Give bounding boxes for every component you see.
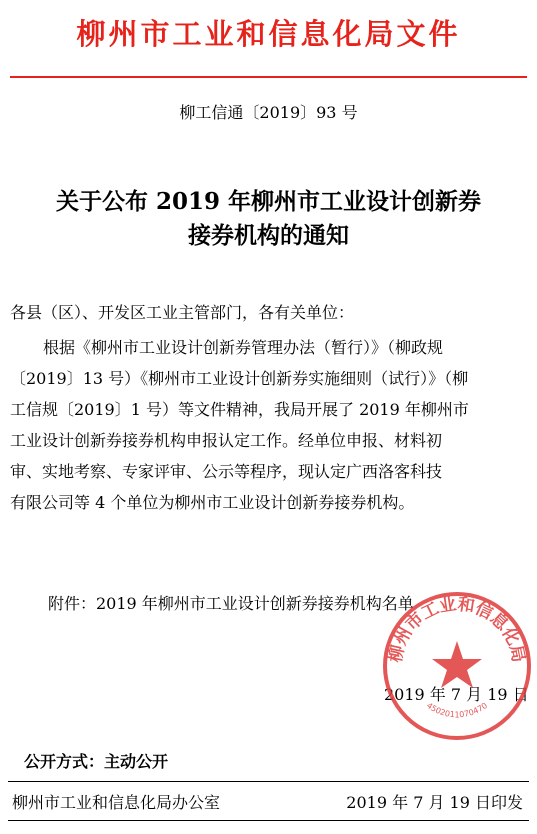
notice-title-line-1: 关于公布 2019 年柳州市工业设计创新券 (55, 188, 482, 215)
body-line: 工业设计创新券接券机构申报认定工作。经单位申报、材料初 (10, 431, 443, 450)
recipient-line: 各县（区）、开发区工业主管部门，各有关单位： (10, 303, 355, 322)
body-line: 工信规〔2019〕1 号）等文件精神，我局开展了 2019 年柳州市 (10, 400, 469, 419)
seal-number: 4502011070470 (424, 700, 490, 720)
body-paragraph (10, 332, 522, 518)
footer-print-date: 2019 年 7 月 19 日印发 (346, 793, 523, 812)
disclosure-mode: 公开方式：主动公开 (24, 752, 169, 771)
notice-title-line-2: 接券机构的通知 (188, 222, 349, 249)
footer-rule-top (8, 781, 529, 782)
footer-rule-bottom (8, 820, 529, 821)
attachment-line: 附件：2019 年柳州市工业设计创新券接券机构名单 (48, 594, 414, 613)
notice-title (0, 185, 537, 253)
body-line: 审、实地考察、专家评审、公示等程序，现认定广西洛客科技 (10, 462, 443, 481)
seal-star-icon (432, 641, 482, 688)
seal-text: 柳州市工业和信息化局 (385, 594, 529, 665)
letterhead-title: 柳州市工业和信息化局文件 (76, 17, 461, 51)
body-line: 根据《柳州市工业设计创新券管理办法（暂行）》（柳政规 (43, 338, 444, 357)
document-number: 柳工信通〔2019〕93 号 (179, 103, 358, 122)
letterhead-red-rule (10, 76, 527, 78)
signature-date: 2019 年 7 月 19 日 (384, 685, 529, 704)
official-seal (378, 587, 536, 745)
body-line: 有限公司等 4 个单位为柳州市工业设计创新券接券机构。 (10, 493, 415, 512)
footer-issuer: 柳州市工业和信息化局办公室 (12, 793, 221, 812)
body-line: 〔2019〕13 号）《柳州市工业设计创新券实施细则（试行）》（柳 (10, 369, 469, 388)
